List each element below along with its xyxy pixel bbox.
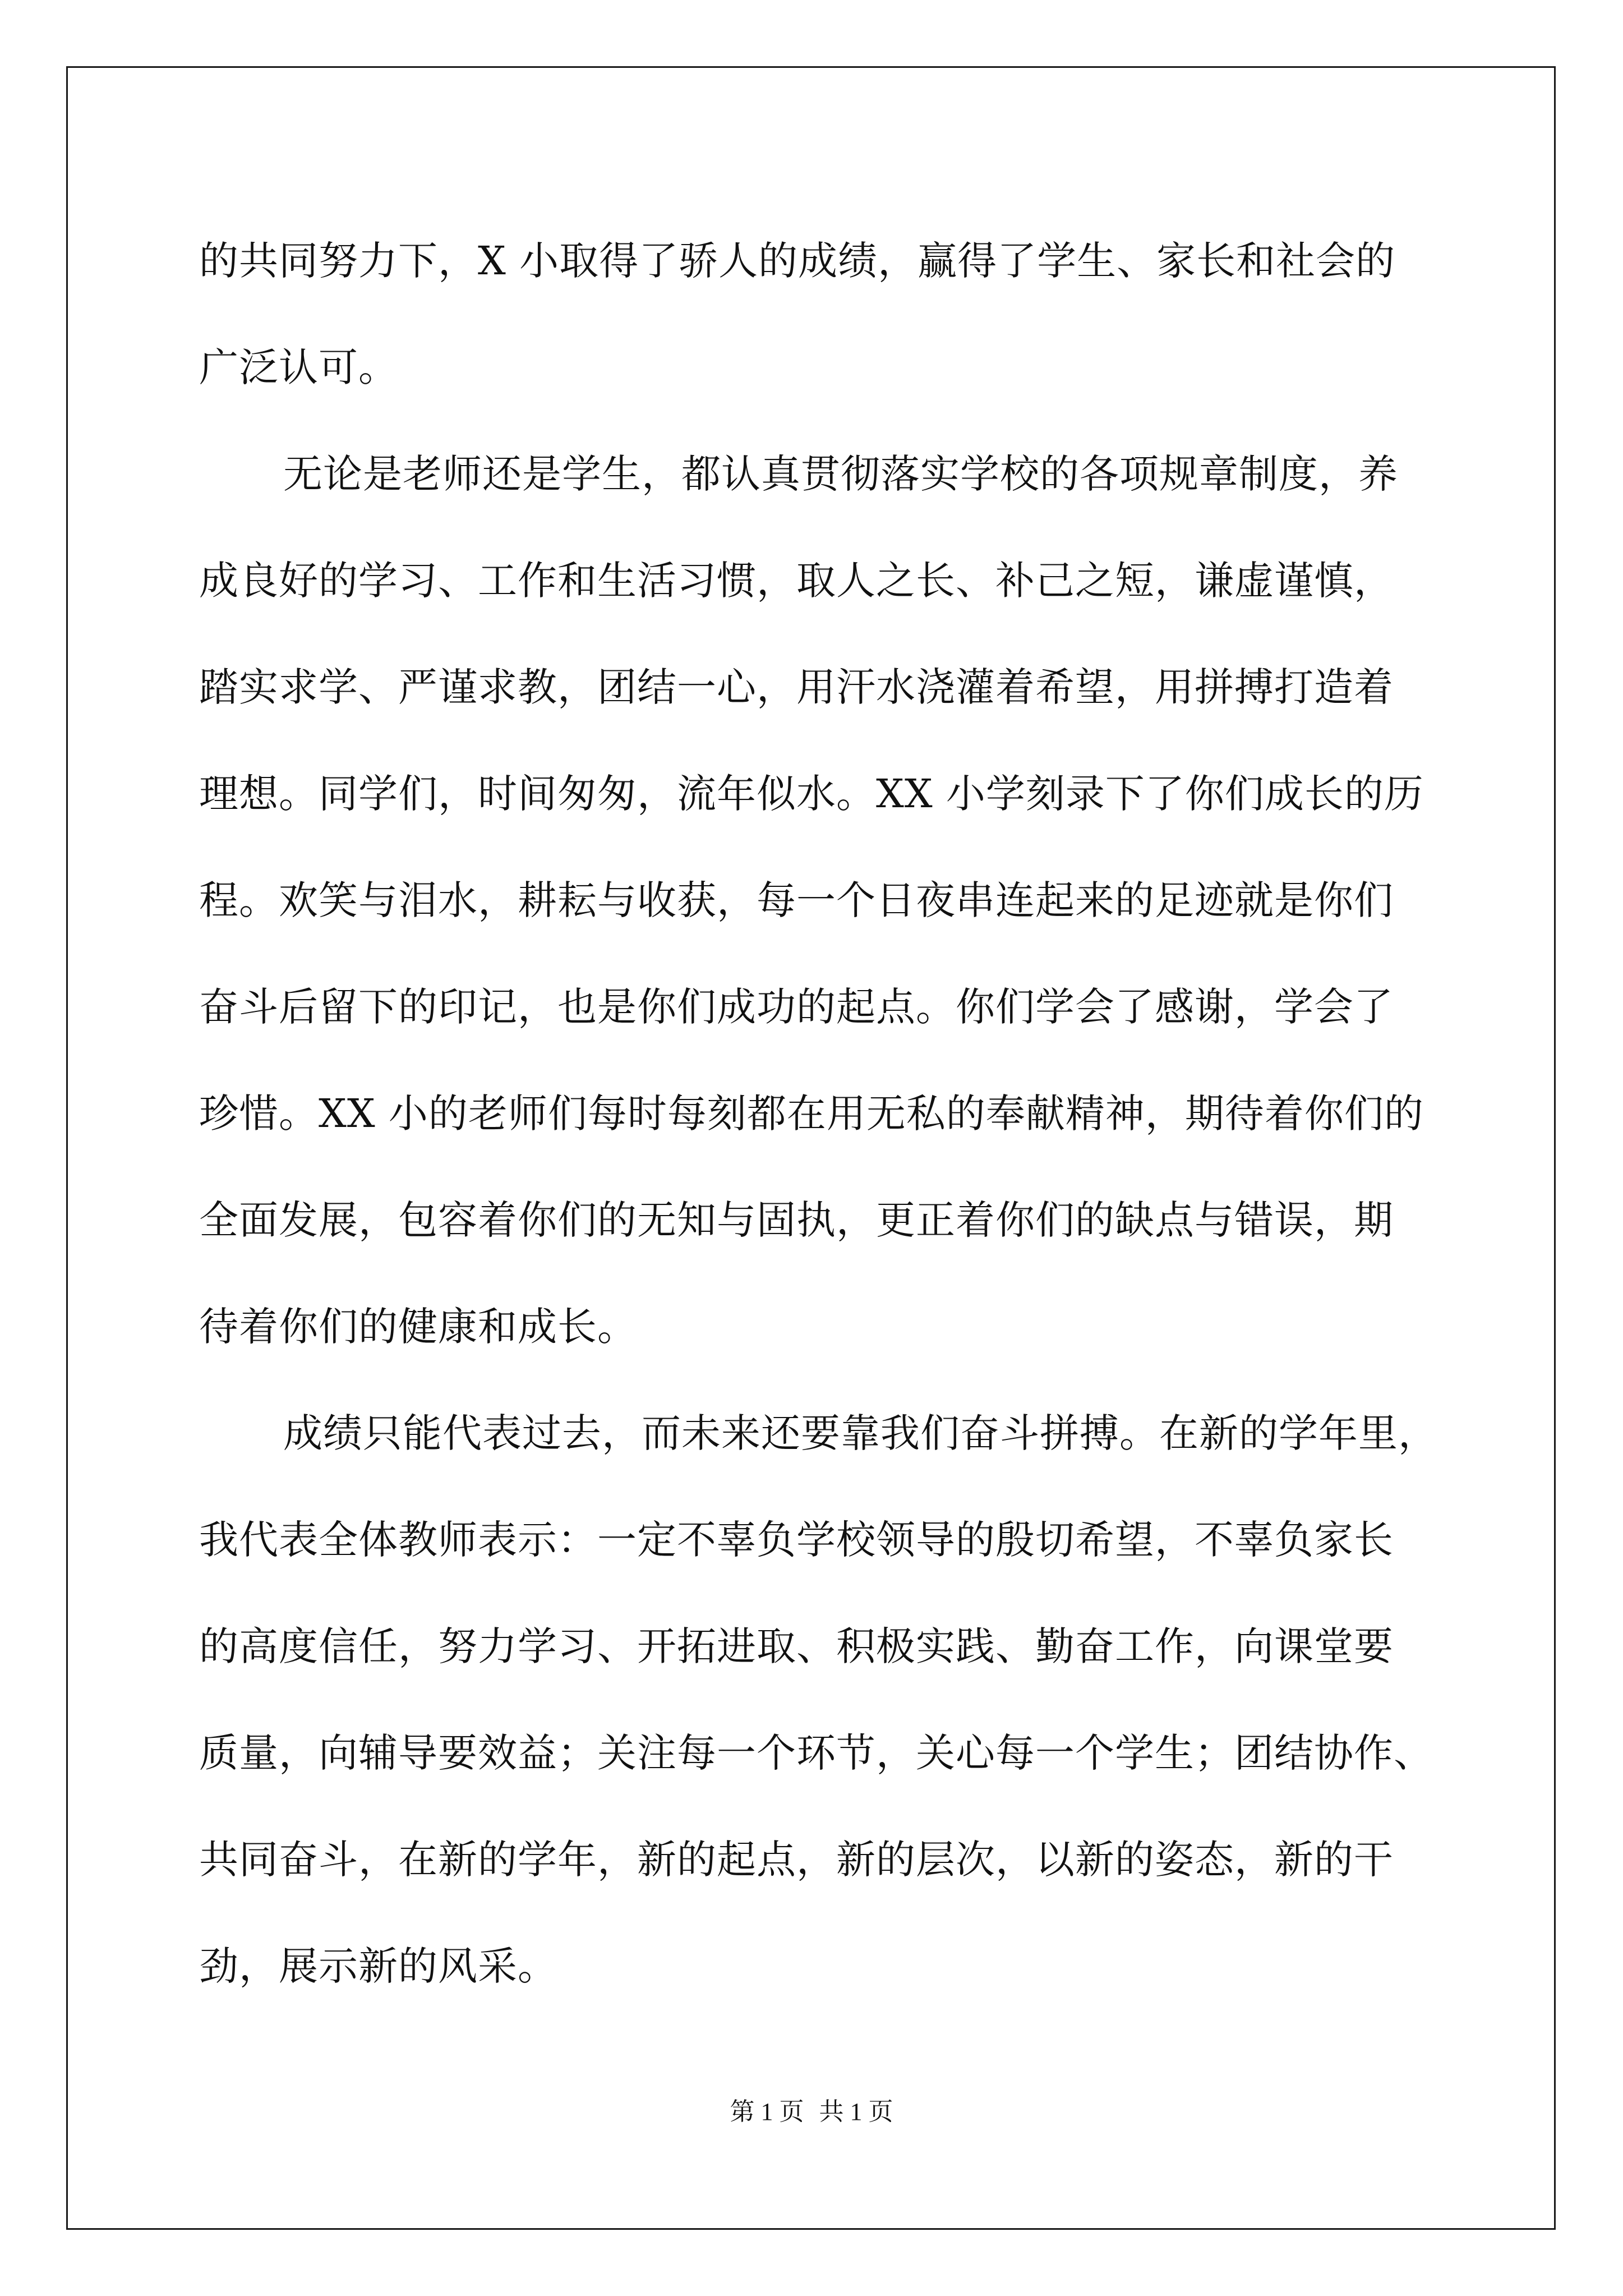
text-line: 的高度信任，努力学习、开拓进取、积极实践、勤奋工作，向课堂要	[199, 1623, 1394, 1669]
page-number-current: 第 1 页	[730, 2098, 804, 2125]
text-line: 我代表全体教师表示：一定不辜负学校领导的殷切希望，不辜负家长	[199, 1517, 1394, 1563]
page-footer	[0, 2095, 1623, 2129]
text-line: 劲，展示新的风采。	[199, 1943, 557, 1989]
paragraph-start-line: 无论是老师还是学生，都认真贯彻落实学校的各项规章制度，养	[283, 451, 1398, 497]
document-body	[199, 208, 1455, 2019]
text-line: 奋斗后留下的印记，也是你们成功的起点。你们学会了感谢，学会了	[199, 984, 1394, 1030]
text-line: 全面发展，包容着你们的无知与固执，更正着你们的缺点与错误，期	[199, 1197, 1394, 1243]
text-line: 成良好的学习、工作和生活习惯，取人之长、补己之短，谦虚谨慎，	[199, 558, 1394, 604]
paragraph-start-line: 成绩只能代表过去，而未来还要靠我们奋斗拼搏。在新的学年里，	[283, 1410, 1438, 1456]
text-line: 共同奋斗，在新的学年，新的起点，新的层次，以新的姿态，新的干	[199, 1837, 1394, 1883]
text-line: 待着你们的健康和成长。	[199, 1304, 637, 1350]
text-line: 踏实求学、严谨求教，团结一心，用汗水浇灌着希望，用拼搏打造着	[199, 664, 1394, 710]
page-number-total: 共 1 页	[819, 2098, 893, 2125]
text-line: 的共同努力下，X 小取得了骄人的成绩，赢得了学生、家长和社会的	[199, 238, 1396, 284]
text-line: 广泛认可。	[199, 344, 398, 390]
text-line: 程。欢笑与泪水，耕耘与收获，每一个日夜串连起来的足迹就是你们	[199, 877, 1394, 923]
text-line: 珍惜。XX 小的老师们每时每刻都在用无私的奉献精神，期待着你们的	[199, 1091, 1424, 1137]
text-line: 质量，向辅导要效益；关注每一个环节，关心每一个学生；团结协作、	[199, 1730, 1433, 1776]
text-line: 理想。同学们，时间匆匆，流年似水。XX 小学刻录下了你们成长的历	[199, 771, 1424, 817]
